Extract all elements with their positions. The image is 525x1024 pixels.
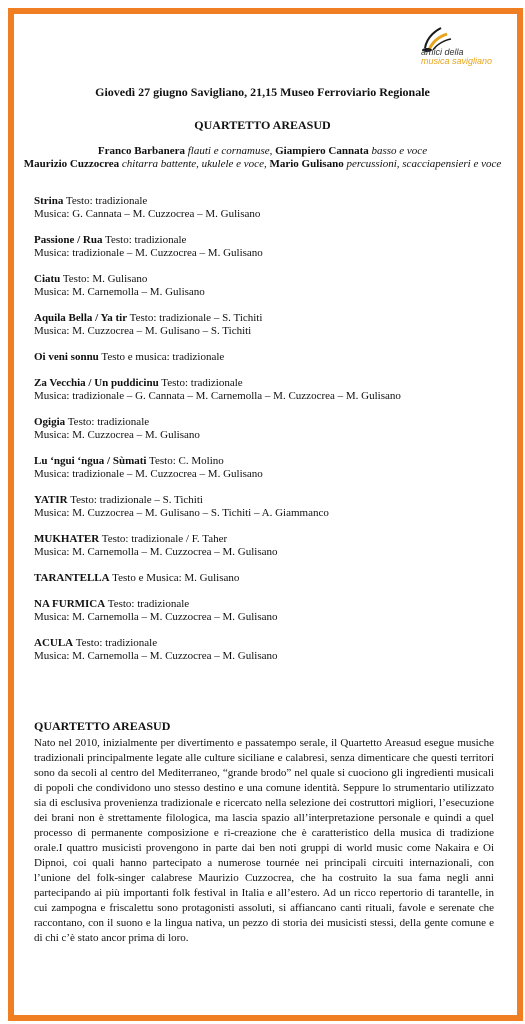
song-music: Musica: M. Cuzzocrea – M. Gulisano <box>34 429 200 441</box>
song-entry <box>34 234 494 273</box>
musician-name: Mario Gulisano <box>269 158 344 170</box>
song-title: TARANTELLA <box>34 572 110 584</box>
song-music: Musica: tradizionale – M. Cuzzocrea – M. Gulisano <box>34 247 263 259</box>
song-music: Musica: M. Carnemolla – M. Cuzzocrea – M. Gulisano <box>34 546 278 558</box>
song-music: Musica: G. Cannata – M. Cuzzocrea – M. Gulisano <box>34 208 261 220</box>
song-music: Musica: M. Cuzzocrea – M. Gulisano – S. Tichiti <box>34 325 252 337</box>
song-title: Ciatu <box>34 273 61 285</box>
song-credit: Testo e musica: tradizionale <box>101 351 225 363</box>
song-entry <box>34 533 494 572</box>
song-title: ACULA <box>34 637 74 649</box>
song-entry <box>34 494 494 533</box>
song-entry <box>34 572 494 598</box>
song-music: Musica: M. Cuzzocrea – M. Gulisano – S. Tichiti – A. Giammanco <box>34 507 329 519</box>
song-music: Musica: M. Carnemolla – M. Cuzzocrea – M. Gulisano <box>34 611 278 623</box>
song-title: MUKHATER <box>34 533 100 545</box>
song-entry <box>34 598 494 637</box>
song-credit: Testo: tradizionale / F. Taher <box>101 533 228 545</box>
event-date-line: Giovedì 27 giugno Savigliano, 21,15 Museo Ferroviario Regionale <box>95 85 430 99</box>
song-credit: Testo: M. Gulisano <box>62 273 148 285</box>
song-title: Lu ‘ngui ‘ngua / Sùmati <box>34 455 147 467</box>
song-credit: Testo: tradizionale <box>65 195 148 207</box>
song-music: Musica: M. Carnemolla – M. Gulisano <box>34 286 205 298</box>
musician-name: Franco Barbanera <box>97 145 185 157</box>
song-credit: Testo: C. Molino <box>149 455 224 467</box>
amici-della-musica-logo <box>411 26 499 74</box>
song-credit: Testo: tradizionale <box>161 377 243 389</box>
song-entry <box>34 377 494 416</box>
song-entry <box>34 637 494 676</box>
bio-text: Nato nel 2010, inizialmente per divertimento e passatempo serale, il Quartetto Areasud esegue musiche tradizionali principalmente legate alle culture siciliane e calabresi, senza dimenticare che questi territori sono da secoli al centro del Mediterraneo, “grande brodo” nel quale si cuociono gli ingredienti musicali di popoli che condividono uno stesso destino e una comune identità. Seppure lo strumentario utilizzato sia di esclusiva provenienza tradizionale e ricercato nella selezione dei costruttori migliori, l’esecuzione dei brani non è strettamente filologica, ma lascia spazio all’interpretazione personale e quindi a quel processo di permanente composizione e ri-creazione che è caratteristico della musica di tradizione orale.I quattro musicisti provengono in parte dai ben noti gruppi di world music come Nakaira e Oi Dipnoi, coi quali hanno partecipato a numerose tournée nei principali circuiti internazionali, con l’unione del folk-singer calabrese Maurizio Cuzzocrea, che ha costruito la sua fama negli anni partecipando ai più importanti folk festival in Italia e all’estero. Ad un ricco repertorio di tarantelle, in cui zampogna e friscalettu sono protagonisti assoluti, si affiancano canti rituali, favole e serenate che raccontano, con il suono e la lingua nativa, un pezzo di storia dei musicisti stessi, della gente comune e di chi c’è stato ancor prima di loro. <box>34 737 494 944</box>
song-credit: Testo e Musica: M. Gulisano <box>112 572 240 584</box>
song-list <box>34 195 494 676</box>
logo-line2: musica savigliano <box>421 56 493 66</box>
logo-line1: amici della <box>421 47 464 57</box>
song-credit: Testo: tradizionale <box>75 637 158 649</box>
musician-name: Giampiero Cannata <box>275 145 369 157</box>
song-title: Ogigia <box>34 416 66 428</box>
song-title: Passione / Rua <box>34 234 103 246</box>
bio-title: QUARTETTO AREASUD <box>34 719 171 733</box>
song-title: YATIR <box>34 494 68 506</box>
song-music: Musica: M. Carnemolla – M. Cuzzocrea – M. Gulisano <box>34 650 278 662</box>
song-music: Musica: tradizionale – M. Cuzzocrea – M. Gulisano <box>34 468 263 480</box>
musician-name: Maurizio Cuzzocrea <box>23 158 120 170</box>
song-entry <box>34 195 494 234</box>
musician-role: chitarra battente, ukulele e voce, <box>121 158 267 170</box>
musician-role: percussioni, scacciapensieri e voce <box>346 158 502 170</box>
ensemble-biography <box>34 719 494 946</box>
song-credit: Testo: tradizionale <box>67 416 150 428</box>
ensemble-title: QUARTETTO AREASUD <box>194 118 331 132</box>
song-entry <box>34 273 494 312</box>
musician-role: flauti e cornamuse, <box>187 145 273 157</box>
song-title: NA FURMICA <box>34 598 106 610</box>
song-credit: Testo: tradizionale <box>107 598 190 610</box>
song-title: Strina <box>34 195 64 207</box>
song-entry <box>34 416 494 455</box>
lineup-line-2 <box>14 158 511 170</box>
song-entry <box>34 351 494 377</box>
song-title: Oi veni sonnu <box>34 351 99 363</box>
song-credit: Testo: tradizionale – S. Tichiti <box>70 494 203 506</box>
song-credit: Testo: tradizionale – S. Tichiti <box>129 312 263 324</box>
song-music: Musica: tradizionale – G. Cannata – M. Carnemolla – M. Cuzzocrea – M. Gulisano <box>34 390 401 402</box>
song-title: Aquila Bella / Ya tir <box>34 312 128 324</box>
lineup-line-1 <box>14 145 511 157</box>
song-credit: Testo: tradizionale <box>105 234 187 246</box>
song-entry <box>34 455 494 494</box>
musician-role: basso e voce <box>371 145 428 157</box>
song-entry <box>34 312 494 351</box>
song-title: Za Vecchia / Un puddicinu <box>34 377 159 389</box>
